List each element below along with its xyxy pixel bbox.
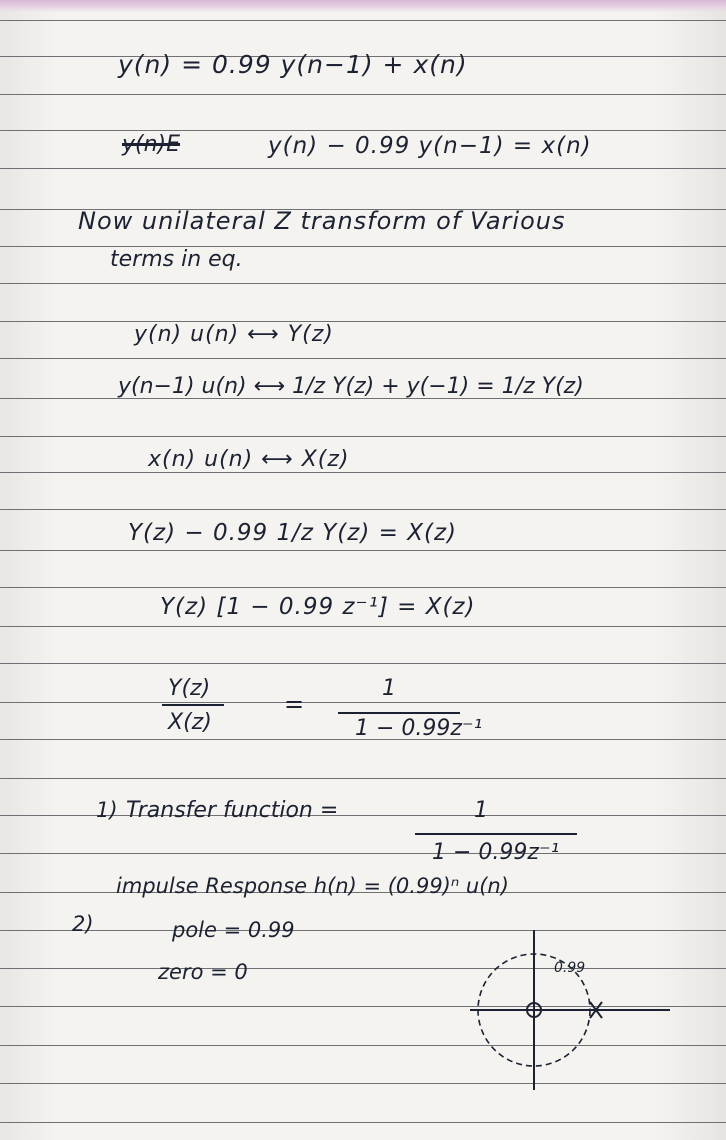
difference-equation: y(n) = 0.99 y(n−1) + x(n) <box>118 50 468 79</box>
ruled-line <box>0 587 726 588</box>
ruled-line <box>0 663 726 664</box>
ruled-line <box>0 246 726 247</box>
ratio-denominator: X(z) <box>168 710 212 735</box>
ruled-line <box>0 94 726 95</box>
ruled-line <box>0 168 726 169</box>
scribbled-out-text: y(n)E <box>122 132 181 157</box>
ruled-line <box>0 1122 726 1123</box>
transfer-function-label: Transfer function = <box>126 798 339 823</box>
ruled-line <box>0 509 726 510</box>
item-number-2: 2) <box>72 912 94 936</box>
impulse-response: impulse Response h(n) = (0.99)ⁿ u(n) <box>116 874 509 898</box>
transform-pair-2: y(n−1) u(n) ⟷ 1/z Y(z) + y(−1) = 1/z Y(z) <box>118 374 584 399</box>
ratio-rhs-numerator: 1 <box>382 676 396 701</box>
ruled-line <box>0 778 726 779</box>
ruled-line <box>0 626 726 627</box>
ratio-fraction-bar <box>162 704 224 706</box>
ruled-line <box>0 321 726 322</box>
ruled-line <box>0 358 726 359</box>
ratio-rhs-fraction-bar <box>338 712 460 714</box>
radius-label: 0.99 <box>554 960 586 976</box>
ruled-line <box>0 550 726 551</box>
transformed-equation: Y(z) − 0.99 1/z Y(z) = X(z) <box>128 520 457 546</box>
ruled-line <box>0 20 726 21</box>
ruled-line <box>0 472 726 473</box>
page-top-band <box>0 0 726 12</box>
ratio-equals: = <box>284 690 305 718</box>
ruled-line <box>0 436 726 437</box>
intro-line-1: Now unilateral Z transform of Various <box>78 207 566 235</box>
intro-line-2: terms in eq. <box>110 247 243 272</box>
ratio-numerator: Y(z) <box>168 676 211 701</box>
zero-value: zero = 0 <box>158 960 248 984</box>
ruled-line <box>0 853 726 854</box>
transfer-function-bar <box>415 833 577 835</box>
ruled-line <box>0 702 726 703</box>
rearranged-equation: y(n) − 0.99 y(n−1) = x(n) <box>268 133 592 159</box>
transform-pair-1: y(n) u(n) ⟷ Y(z) <box>134 322 334 347</box>
transfer-function-denominator: 1 − 0.99z⁻¹ <box>432 840 560 865</box>
item-number-1: 1) <box>96 798 118 822</box>
ruled-line <box>0 130 726 131</box>
factored-equation: Y(z) [1 − 0.99 z⁻¹] = X(z) <box>160 594 476 620</box>
pole-zero-plot <box>470 920 670 1090</box>
ruled-line <box>0 283 726 284</box>
transform-pair-3: x(n) u(n) ⟷ X(z) <box>148 447 350 472</box>
ratio-rhs-denominator: 1 − 0.99z⁻¹ <box>355 716 483 741</box>
pole-value: pole = 0.99 <box>172 918 295 942</box>
transfer-function-numerator: 1 <box>474 798 488 823</box>
pole-zero-sketch <box>470 920 670 1090</box>
